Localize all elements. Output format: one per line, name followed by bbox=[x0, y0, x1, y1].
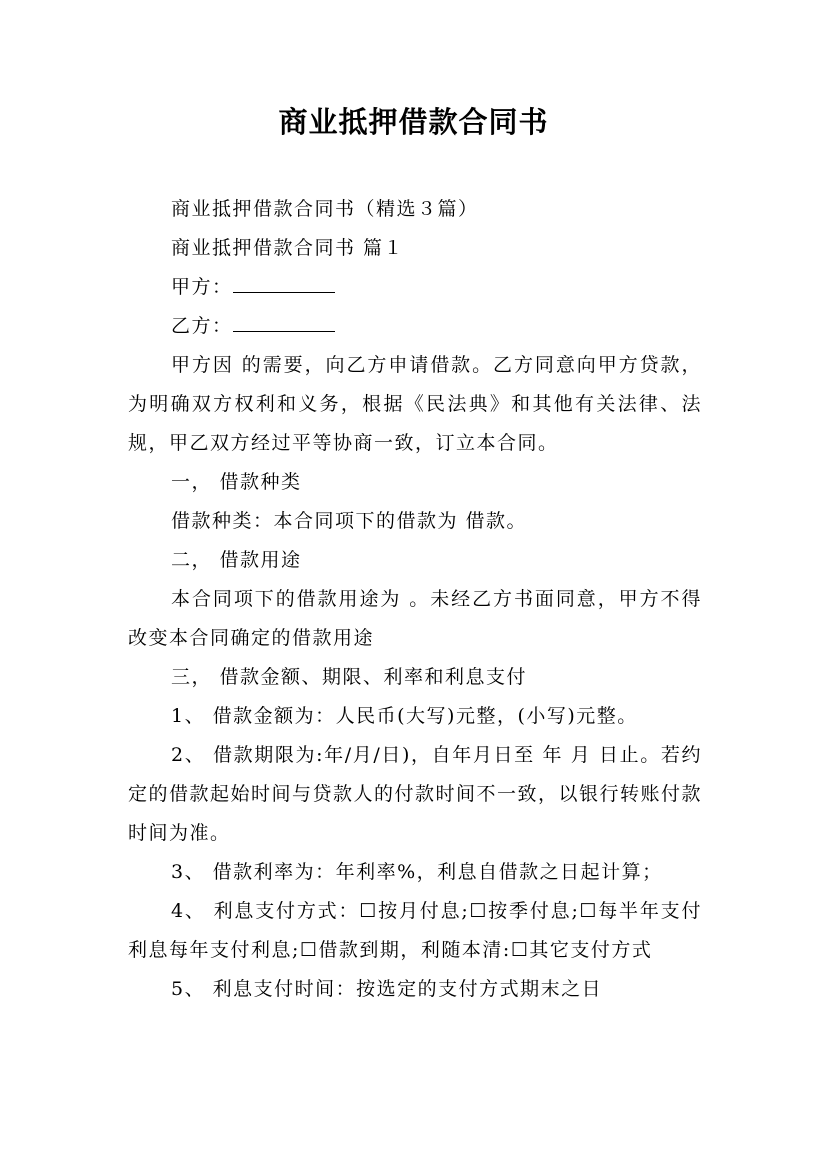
paragraph-text: 1、 借款金额为：人民币(大写)元整，(小写)元整。 bbox=[171, 705, 638, 727]
paragraph bbox=[128, 463, 702, 502]
paragraph bbox=[128, 229, 702, 268]
paragraph-text: 商业抵押借款合同书 篇１ bbox=[171, 237, 405, 259]
paragraph bbox=[128, 736, 702, 853]
paragraph-text: 三， 借款金额、期限、利率和利息支付 bbox=[171, 666, 528, 688]
paragraph bbox=[128, 580, 702, 658]
document-body bbox=[128, 190, 702, 1009]
paragraph-text: 本合同项下的借款用途为 。未经乙方书面同意，甲方不得改变本合同确定的借款用途 bbox=[128, 588, 702, 649]
paragraph bbox=[128, 268, 702, 307]
paragraph bbox=[128, 190, 702, 229]
paragraph bbox=[128, 697, 702, 736]
paragraph bbox=[128, 502, 702, 541]
paragraph-text: 甲方： bbox=[171, 276, 233, 298]
paragraph bbox=[128, 541, 702, 580]
paragraph-text: 5、 利息支付时间：按选定的支付方式期末之日 bbox=[171, 978, 603, 1000]
paragraph bbox=[128, 970, 702, 1009]
paragraph-text: 甲方因 的需要，向乙方申请借款。乙方同意向甲方贷款，为明确双方权利和义务，根据《民法典》和其他有关法律、法规，甲乙双方经过平等协商一致，订立本合同。 bbox=[128, 354, 702, 454]
paragraph-text: 商业抵押借款合同书（精选３篇） bbox=[171, 198, 479, 220]
paragraph bbox=[128, 307, 702, 346]
paragraph-text: 3、 借款利率为：年利率%，利息自借款之日起计算； bbox=[171, 861, 663, 883]
paragraph-text: 借款种类：本合同项下的借款为 借款。 bbox=[171, 510, 528, 532]
document-title: 商业抵押借款合同书 bbox=[278, 105, 549, 139]
paragraph-text: 一， 借款种类 bbox=[171, 471, 302, 493]
paragraph-text: 二， 借款用途 bbox=[171, 549, 302, 571]
paragraph bbox=[128, 853, 702, 892]
fill-in-blank bbox=[233, 311, 335, 332]
paragraph bbox=[128, 346, 702, 463]
paragraph-text: 2、 借款期限为:年/月/日)，自年月日至 年 月 日止。若约定的借款起始时间与贷款人的付款时间不一致，以银行转账付款时间为准。 bbox=[128, 744, 703, 844]
paragraph-text: 4、 利息支付方式：☐按月付息;☐按季付息;☐每半年支付利息每年支付利息;☐借款到期，利随本清:☐其它支付方式 bbox=[128, 900, 702, 961]
fill-in-blank bbox=[233, 272, 335, 293]
paragraph bbox=[128, 892, 702, 970]
paragraph-text: 乙方： bbox=[171, 315, 233, 337]
paragraph bbox=[128, 658, 702, 697]
